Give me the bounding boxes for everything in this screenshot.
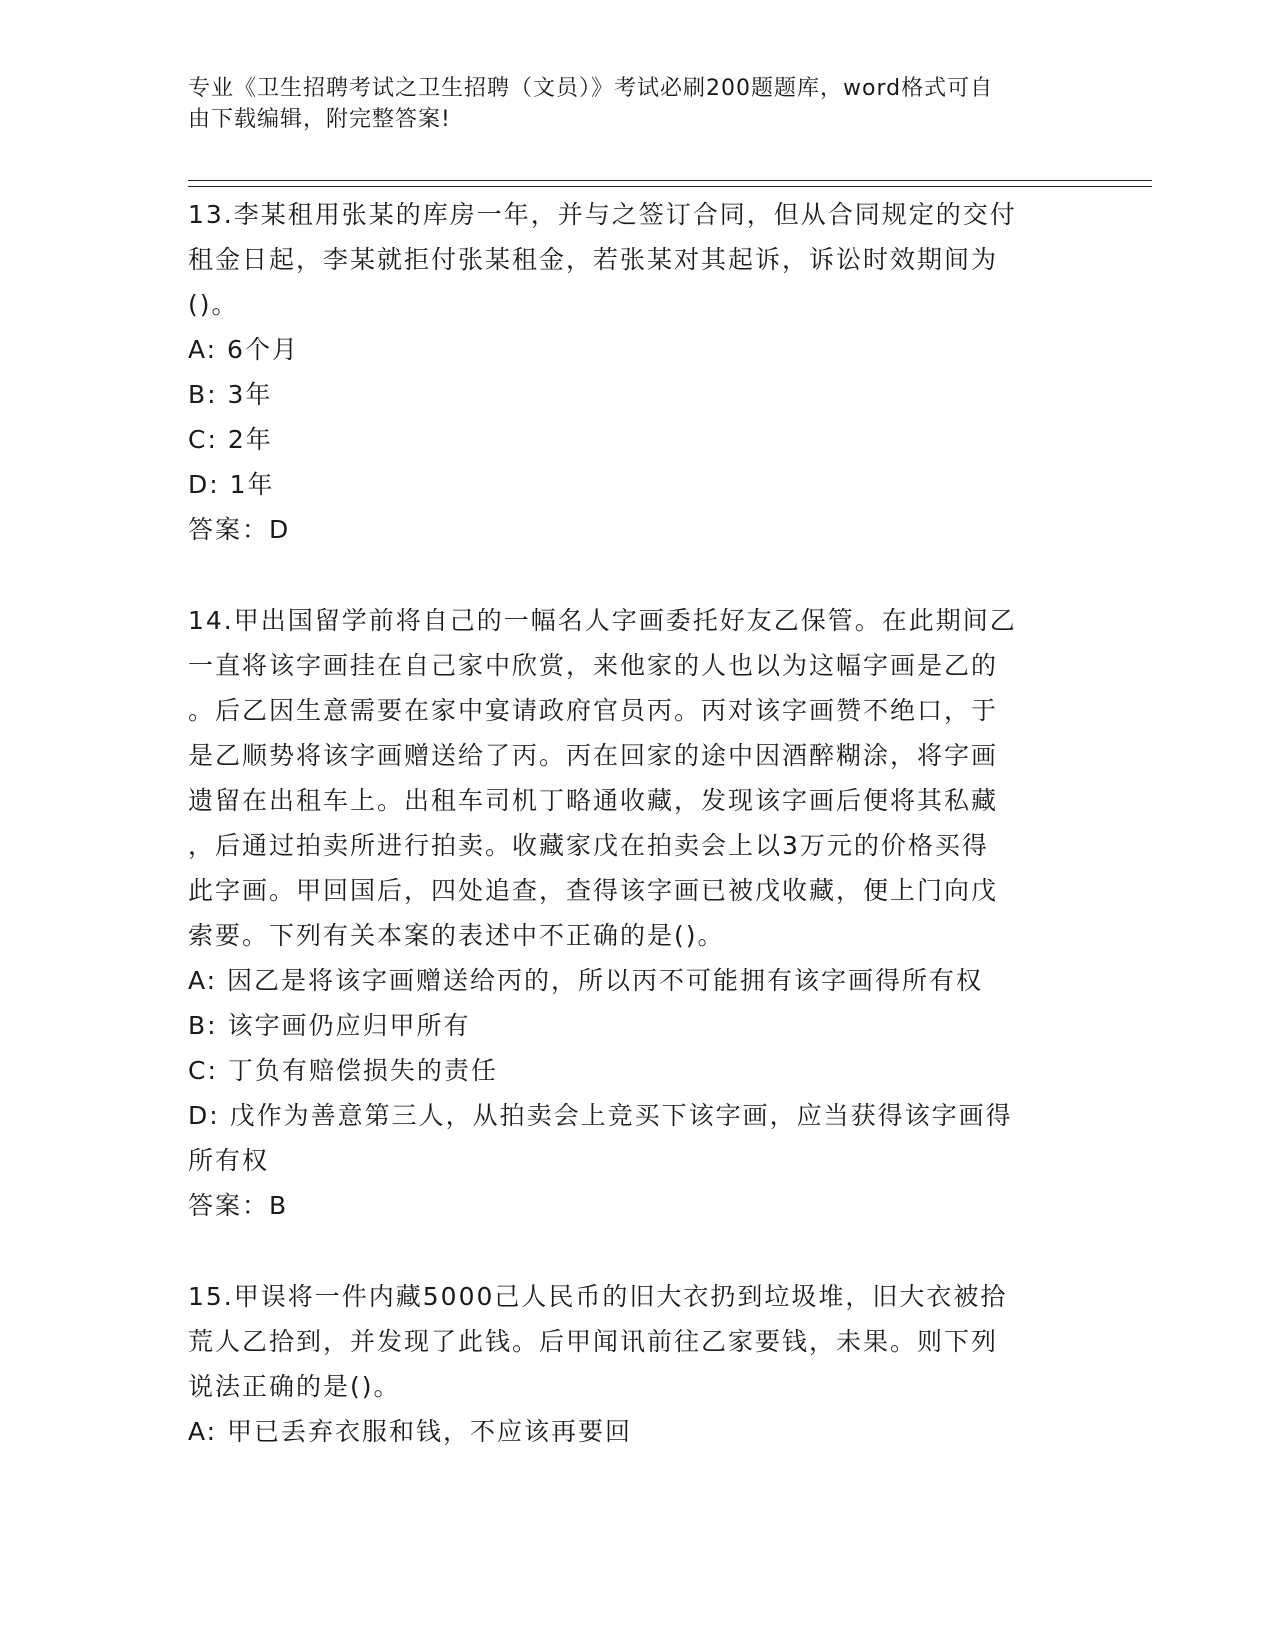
question-14-line-2: 一直将该字画挂在自己家中欣赏，来他家的人也以为这幅字画是乙的 [188,651,999,680]
header-line-2: 由下载编辑，附完整答案! [188,107,451,132]
document-page [188,0,1068,135]
question-14-option-b: B: 该字画仍应归甲所有 [188,1011,471,1040]
question-13-line-3: ()。 [188,290,239,319]
question-13-option-d: D: 1年 [188,470,275,499]
question-15-option-a: A: 甲已丢弃衣服和钱，不应该再要回 [188,1417,633,1446]
question-14-answer: 答案：B [188,1191,289,1220]
question-14-line-1: 14.甲出国留学前将自己的一幅名人字画委托好友乙保管。在此期间乙 [188,606,1017,635]
document-header [188,73,1068,135]
question-15-line-3: 说法正确的是()。 [188,1372,401,1401]
question-13-option-b: B: 3年 [188,380,273,409]
question-14-line-8: 索要。下列有关本案的表述中不正确的是()。 [188,921,725,950]
question-gap [188,1228,1068,1274]
question-14-line-3: 。后乙因生意需要在家中宴请政府官员丙。丙对该字画赞不绝口，于 [188,696,999,725]
question-14-option-a: A: 因乙是将该字画赠送给丙的，所以丙不可能拥有该字画得所有权 [188,966,984,995]
question-15-line-1: 15.甲误将一件内藏5000己人民币的旧大衣扔到垃圾堆，旧大衣被拾 [188,1282,1008,1311]
question-14-option-d-line-1: D: 戊作为善意第三人，从拍卖会上竞买下该字画，应当获得该字画得 [188,1101,1013,1130]
header-divider-bottom [188,186,1152,187]
question-15-line-2: 荒人乙拾到，并发现了此钱。后甲闻讯前往乙家要钱，未果。则下列 [188,1327,999,1356]
question-14-line-6: ，后通过拍卖所进行拍卖。收藏家戊在拍卖会上以3万元的价格买得 [188,831,989,860]
question-14 [188,598,1068,1228]
question-13-option-c: C: 2年 [188,425,273,454]
question-list [188,192,1068,1454]
question-13-option-a: A: 6个月 [188,335,299,364]
question-14-line-4: 是乙顺势将该字画赠送给了丙。丙在回家的途中因酒醉糊涂，将字画 [188,741,999,770]
question-15 [188,1274,1068,1454]
question-14-option-d-line-2: 所有权 [188,1146,270,1175]
question-gap [188,552,1068,598]
header-divider-top [188,180,1152,181]
question-14-line-5: 遗留在出租车上。出租车司机丁略通收藏，发现该字画后便将其私藏 [188,786,999,815]
question-14-option-c: C: 丁负有赔偿损失的责任 [188,1056,498,1085]
question-13-line-1: 13.李某租用张某的库房一年，并与之签订合同，但从合同规定的交付 [188,200,1017,229]
question-13-line-2: 租金日起，李某就拒付张某租金，若张某对其起诉，诉讼时效期间为 [188,245,999,274]
question-13-answer: 答案：D [188,515,291,544]
question-13 [188,192,1068,552]
question-14-line-7: 此字画。甲回国后，四处追查，查得该字画已被戊收藏，便上门向戊 [188,876,999,905]
header-line-1: 专业《卫生招聘考试之卫生招聘（文员）》考试必刷200题题库，word格式可自 [188,76,994,101]
